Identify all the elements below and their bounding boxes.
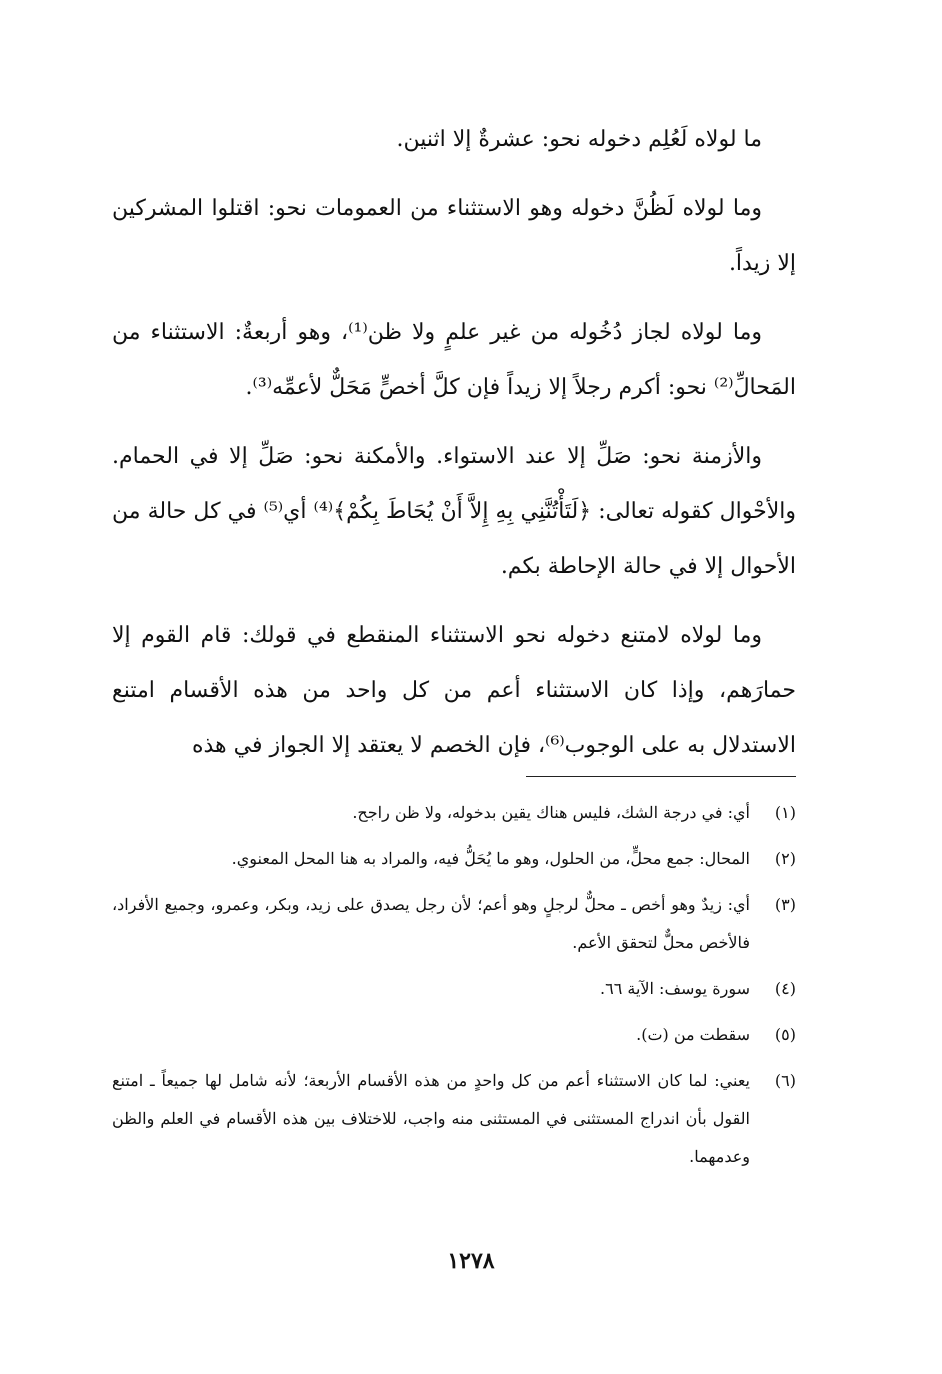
footnote-text: سقطت من (ت). [636, 1025, 750, 1044]
footnote-divider [526, 776, 796, 777]
paragraph: والأزمنة نحو: صَلِّ إلا عند الاستواء. والأمكنة نحو: صَلِّ إلا في الحمام. والأحْوال كقوله تعالى: ﴿لَتَأْتُنَّنِي بِهِ إِلاَّ أَنْ يُحَاطَ بِكُمْ﴾⁽⁴⁾ أي⁽⁵⁾ في كل حالة من الأحوال إلا في حالة الإحاطة بكم. [112, 444, 797, 579]
footnote-text: يعني: لما كان الاستثناء أعم من كل واحدٍ من هذه الأقسام الأربعة؛ لأنه شامل لها جميعاً ـ امتنع القول بأن اندراج المستثنى في المستثنى منه واجب، للاختلاف بين هذه الأقسام في العلم والظن وعدمهما. [112, 1071, 751, 1166]
footnote-text: سورة يوسف: الآية ٦٦. [600, 979, 750, 998]
footnotes [112, 794, 796, 1184]
footnote [112, 840, 796, 878]
paragraph: وما لولاه لجاز دُخُوله من غير علمٍ ولا ظن⁽¹⁾، وهو أربعةٌ: الاستثناء من المَحالِّ⁽²⁾ نحو: أكرم رجلاً إلا زيداً فإن كلَّ أخصٍّ مَحَلٌّ لأعمِّه⁽³⁾. [112, 320, 796, 400]
paragraph: ما لولاه لَعُلِم دخوله نحو: عشرةٌ إلا اثنين. [396, 127, 762, 152]
footnote-number: (٤) [774, 979, 796, 998]
footnote [112, 1062, 796, 1176]
footnote-text: أي: في درجة الشك، فليس هناك يقين بدخوله، ولا ظن راجح. [352, 803, 750, 822]
footnote [112, 970, 796, 1008]
footnote-text: أي: زيدٌ وهو أخص ـ محلٌّ لرجلٍ وهو أعم؛ لأن رجل يصدق على زيد، وبكر، وعمرو، وجميع الأفراد، فالأخص محلٌّ لتحقق الأعم. [112, 895, 750, 952]
paragraph: وما لولاه لامتنع دخوله نحو الاستثناء المنقطع في قولك: قام القوم إلا حمارَهم، وإذا كان الاستثناء أعم من كل واحد من هذه الأقسام امتنع الاستدلال به على الوجوب⁽⁶⁾، فإن الخصم لا يعتقد إلا الجواز في هذه [112, 623, 796, 758]
footnote-number: (٦) [774, 1071, 796, 1090]
footnote [112, 886, 796, 962]
footnote-text: المحال: جمع محلٍّ، من الحلول، وهو ما يُحَلُّ فيه، والمراد به هنا المحل المعنوي. [231, 849, 750, 868]
main-text [112, 112, 796, 787]
footnote [112, 1016, 796, 1054]
page-number: ١٢٧٨ [447, 1248, 495, 1274]
footnote-number: (٢) [774, 849, 796, 868]
footnote-number: (٥) [774, 1025, 796, 1044]
footnote [112, 794, 796, 832]
paragraph: وما لولاه لَظُنَّ دخوله وهو الاستثناء من العمومات نحو: اقتلوا المشركين إلا زيداً. [112, 196, 796, 276]
footnote-number: (١) [774, 803, 796, 822]
footnote-number: (٣) [774, 895, 796, 914]
